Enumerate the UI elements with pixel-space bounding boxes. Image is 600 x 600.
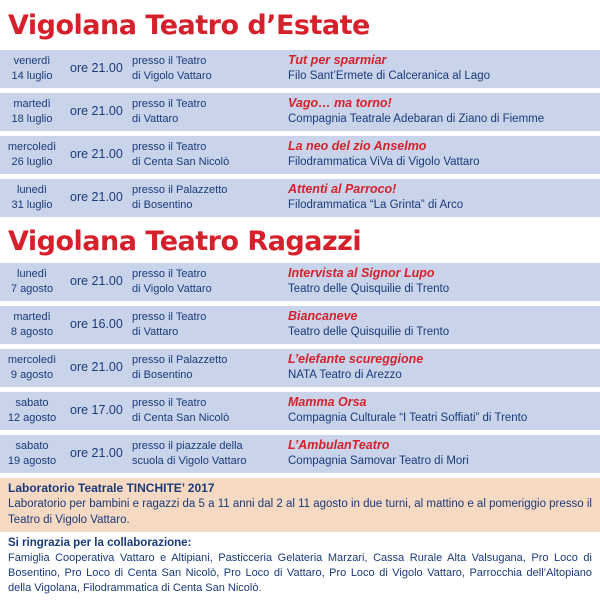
- event-date: [4, 353, 60, 383]
- event-company: Compagnia Samovar Teatro di Mori: [288, 455, 469, 467]
- event-company: Filodrammatica “La Grinta” di Arco: [288, 199, 464, 211]
- event-date: [4, 97, 60, 127]
- event-weekday: martedì: [13, 311, 51, 323]
- event-company: Filodrammatica ViVa di Vigolo Vattaro: [288, 156, 480, 168]
- section-title-ragazzi: Vigolana Teatro Ragazzi: [8, 226, 362, 257]
- event-venue-line2: di Vigolo Vattaro: [132, 283, 212, 295]
- event-show-title: Biancaneve: [288, 309, 358, 323]
- event-venue-line2: di Vattaro: [132, 113, 179, 125]
- event-venue-line2: di Centa San Nicolò: [132, 156, 230, 168]
- event-venue: [132, 97, 282, 127]
- event-time: ore 21.00: [70, 360, 123, 374]
- event-show-title: L’elefante scureggione: [288, 352, 424, 366]
- event-venue: [132, 54, 282, 84]
- event-day-month: 7 agosto: [10, 283, 54, 295]
- event-date: [4, 310, 60, 340]
- event-venue-line1: presso il piazzale della: [132, 440, 243, 452]
- event-show-title: Attenti al Parroco!: [288, 182, 397, 196]
- event-venue-line1: presso il Palazzetto: [132, 354, 228, 366]
- event-venue-line1: presso il Palazzetto: [132, 184, 228, 196]
- event-weekday: mercoledì: [7, 141, 57, 153]
- event-date: [4, 439, 60, 469]
- event-venue-line2: di Bosentino: [132, 369, 193, 381]
- event-venue-line2: di Vigolo Vattaro: [132, 70, 212, 82]
- event-venue: [132, 353, 282, 383]
- event-day-month: 26 luglio: [11, 156, 53, 168]
- event-date: [4, 267, 60, 297]
- event-time: ore 21.00: [70, 446, 123, 460]
- event-venue-line2: di Vattaro: [132, 326, 179, 338]
- event-weekday: mercoledì: [7, 354, 57, 366]
- workshop-title: Laboratorio Teatrale TINCHITE’ 2017: [8, 481, 215, 495]
- event-venue: [132, 267, 282, 297]
- event-venue-line1: presso il Teatro: [132, 55, 207, 67]
- event-venue-line1: presso il Teatro: [132, 311, 207, 323]
- event-weekday: sabato: [15, 397, 49, 409]
- event-venue-line2: scuola di Vigolo Vattaro: [132, 455, 247, 467]
- event-company: Compagnia Culturale “I Teatri Soffiati” di Trento: [288, 412, 528, 424]
- event-day-month: 31 luglio: [11, 199, 53, 211]
- event-venue-line2: di Bosentino: [132, 199, 193, 211]
- thanks-title: Si ringrazia per la collaborazione:: [8, 537, 192, 549]
- event-row: [0, 93, 600, 133]
- event-show-title: Mamma Orsa: [288, 395, 367, 409]
- event-day-month: 8 agosto: [10, 326, 54, 338]
- event-row: [0, 263, 600, 303]
- thanks-text: Famiglia Cooperativa Vattaro e Altipiani, Pasticceria Gelateria Marzari, Cassa Rurale Alta Valsugana, Pro Loco di Bosentino, Pro Loco di Centa San Nicolò, Pro Loco di Vattaro, Pro Loco di Vigolo Vattaro, Parrocchia dell’Altopiano della Vigolana, Filodrammatica di Centa San Nicolò.: [8, 552, 592, 594]
- event-time: ore 21.00: [70, 104, 123, 118]
- event-venue-line1: presso il Teatro: [132, 397, 207, 409]
- event-show-title: La neo del zio Anselmo: [288, 139, 427, 153]
- event-company: Teatro delle Quisquilie di Trento: [288, 283, 450, 295]
- event-row: [0, 435, 600, 475]
- event-venue: [132, 183, 282, 213]
- event-venue-line2: di Centa San Nicolò: [132, 412, 230, 424]
- event-date: [4, 140, 60, 170]
- workshop-text: Laboratorio per bambini e ragazzi da 5 a 11 anni dal 2 al 11 agosto in due turni, al mattino e al pomeriggio presso il Teatro di Vigolo Vattaro.: [8, 498, 592, 526]
- event-company: Filo Sant’Ermete di Calceranica al Lago: [288, 70, 490, 82]
- event-row: [0, 179, 600, 219]
- event-row: [0, 136, 600, 176]
- event-day-month: 14 luglio: [11, 70, 53, 82]
- event-weekday: lunedì: [17, 268, 47, 280]
- event-time: ore 17.00: [70, 403, 123, 417]
- event-weekday: martedì: [13, 98, 51, 110]
- event-time: ore 21.00: [70, 147, 123, 161]
- event-row: [0, 50, 600, 90]
- event-day-month: 12 agosto: [7, 412, 57, 424]
- event-weekday: lunedì: [17, 184, 47, 196]
- event-company: NATA Teatro di Arezzo: [288, 369, 402, 381]
- event-date: [4, 183, 60, 213]
- event-date: [4, 396, 60, 426]
- event-time: ore 21.00: [70, 274, 123, 288]
- event-day-month: 18 luglio: [11, 113, 53, 125]
- event-row: [0, 306, 600, 346]
- event-venue-line1: presso il Teatro: [132, 98, 207, 110]
- event-venue: [132, 396, 282, 426]
- workshop-box: [0, 478, 600, 532]
- event-weekday: venerdì: [13, 55, 51, 67]
- event-row: [0, 349, 600, 389]
- event-venue: [132, 439, 282, 469]
- event-venue: [132, 140, 282, 170]
- event-company: Teatro delle Quisquilie di Trento: [288, 326, 450, 338]
- event-venue: [132, 310, 282, 340]
- event-day-month: 19 agosto: [7, 455, 57, 467]
- event-venue-line1: presso il Teatro: [132, 141, 207, 153]
- event-row: [0, 392, 600, 432]
- event-show-title: Vago… ma torno!: [288, 96, 392, 110]
- event-weekday: sabato: [15, 440, 49, 452]
- event-date: [4, 54, 60, 84]
- event-venue-line1: presso il Teatro: [132, 268, 207, 280]
- event-show-title: Tut per sparmiar: [288, 53, 387, 67]
- event-time: ore 16.00: [70, 317, 123, 331]
- section-title-estate: Vigolana Teatro d’Estate: [8, 10, 370, 41]
- thanks-box: [0, 533, 600, 600]
- event-show-title: L’AmbulanTeatro: [288, 438, 390, 452]
- event-show-title: Intervista al Signor Lupo: [288, 266, 435, 280]
- event-time: ore 21.00: [70, 190, 123, 204]
- event-time: ore 21.00: [70, 61, 123, 75]
- event-company: Compagnia Teatrale Adebaran di Ziano di Fiemme: [288, 113, 545, 125]
- event-day-month: 9 agosto: [10, 369, 54, 381]
